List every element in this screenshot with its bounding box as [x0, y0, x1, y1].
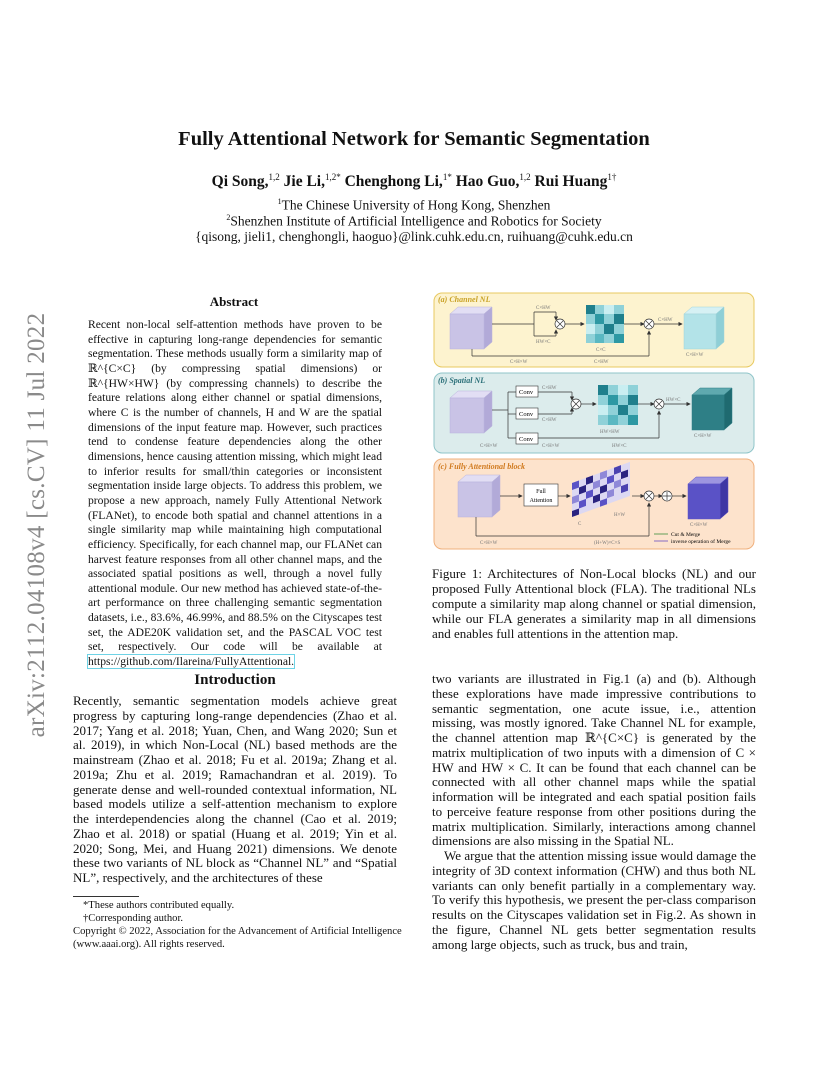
svg-text:C×H×W: C×H×W — [480, 444, 498, 449]
footnote-rule — [73, 896, 139, 897]
svg-text:C×H×W: C×H×W — [690, 523, 708, 528]
input-cube — [458, 482, 492, 517]
channel-attention-map — [586, 305, 624, 343]
svg-text:Cut & Merge: Cut & Merge — [671, 532, 701, 538]
intro-paragraph-left: Recently, semantic segmentation models achieve great progress by capturing long-range dependencies (Zhao et al. 2017; Yang et al. 2018; Yuan, Chen, and Wang 2020; Sun et al. 2019), in which Non-Local (NL) based methods are the mainstream (Zhao et al. 2018; Fu et al. 2019a; Zhang et al. 2019a; Zhu et al. 2019; Ramachandran et al. 2019). To generate dense and well-rounded contextual information, NL based models utilize a self-attention mechanism to explore the interdependencies along the channel (Cao et al. 2019; Zhao et al. 2018) or spatial (Huang et al. 2019; Yin et al. 2020; Song, Mei, and Huang 2021) dimensions. We denote these two variants of NL block as “Channel NL” and “Spatial NL”, respectively, and the architectures of these — [73, 693, 397, 885]
svg-text:H×W: H×W — [614, 513, 626, 518]
add-icon — [662, 491, 672, 501]
multiply-icon — [571, 399, 581, 409]
panel-fully-attentional — [434, 459, 754, 549]
panel-spatial-nl — [434, 373, 754, 453]
architecture-diagram — [432, 292, 756, 552]
intro-right-column — [432, 672, 756, 952]
code-link[interactable]: https://github.com/Ilareina/FullyAttentional. — [88, 655, 295, 669]
figure-1 — [432, 292, 756, 552]
multiply-icon — [654, 399, 664, 409]
output-cube — [692, 395, 724, 430]
author: Qi Song,$^{1,2}$ — [211, 172, 280, 191]
svg-text:(H+W)×C×S: (H+W)×C×S — [594, 541, 621, 546]
svg-text:C×H×W: C×H×W — [694, 434, 712, 439]
svg-text:C: C — [578, 522, 582, 527]
svg-text:Conv: Conv — [519, 411, 534, 418]
svg-text:C×HW: C×HW — [542, 418, 557, 423]
panel-channel-nl — [434, 293, 754, 367]
spatial-attention-map — [598, 385, 638, 425]
svg-text:Attention: Attention — [529, 498, 553, 504]
output-cube — [688, 484, 720, 519]
svg-text:C×H×W: C×H×W — [686, 353, 704, 358]
abstract-body — [88, 318, 382, 670]
svg-text:Conv: Conv — [519, 389, 534, 396]
section-heading-introduction: Introduction — [194, 672, 276, 688]
author: Chenghong Li,$^{1*}$ — [344, 172, 452, 191]
figure-1-caption: Figure 1: Architectures of Non-Local blocks (NL) and our proposed Fully Attentional block (FLA). The traditional NLs compute a similarity map along channel or spatial dimension, while our FLA generates a similarity map in all dimensions and enables full attentions in the attention map. — [432, 566, 756, 641]
abstract-heading: Abstract — [209, 294, 259, 309]
author: Rui Huang$^{1\dagger}$ — [534, 172, 617, 191]
intro-paragraph: We argue that the attention missing issue would damage the integrity of 3D context information (CHW) and thus both NL variants can only benefit partially in a complementary way. To verify this hypothesis, we present the per-class comparison results on the Cityscapes validation set in Fig.2. As shown in the figure, Channel NL gets better segmentation results among large objects, such as truck, bus and train, — [432, 848, 756, 952]
svg-text:HW×C: HW×C — [666, 398, 681, 403]
svg-text:HW×HW: HW×HW — [600, 430, 620, 435]
multiply-icon — [644, 491, 654, 501]
footnotes — [73, 899, 403, 951]
arxiv-id: arXiv:2112.04108v4 [cs.CV] 11 Jul 2022 — [23, 312, 50, 738]
footnote: *These authors contributed equally. — [83, 900, 235, 911]
svg-text:inverse operation of Merge: inverse operation of Merge — [671, 539, 731, 545]
affiliation: $^1$The Chinese University of Hong Kong, Shenzhen — [277, 197, 551, 213]
author: Hao Guo,$^{1,2}$ — [455, 172, 531, 191]
intro-paragraph: two variants are illustrated in Fig.1 (a) and (b). Although these explorations have made impressive contributions to semantic segmentation, one acute issue, i.e., attention missing, was mostly ignored. Take Channel NL for example, the channel attention map ℝ^{C×C} is generated by the matrix multiplication of two inputs with a dimension of C × HW and HW × C. It can be found that each channel can be connected with all other channel maps while the spatial information will be integrated and each spatial position fails to perceive feature response from other positions during the matrix multiplication. Similarly, interactions among channel dimensions are also missing in the Spatial NL. — [432, 671, 756, 849]
panel-label: (a) Channel NL — [438, 295, 491, 304]
svg-text:HW×C: HW×C — [612, 444, 627, 449]
svg-text:C×C: C×C — [596, 348, 606, 353]
svg-text:HW×C: HW×C — [536, 340, 551, 345]
panel-label: (c) Fully Attentional block — [438, 462, 526, 471]
svg-text:C×HW: C×HW — [536, 306, 551, 311]
panel-label: (b) Spatial NL — [438, 376, 486, 385]
footnote: †Corresponding author. — [83, 913, 184, 924]
svg-text:C×H×W: C×H×W — [542, 444, 560, 449]
arxiv-stamp — [20, 290, 54, 760]
author-list — [0, 172, 828, 191]
multiply-icon — [644, 319, 654, 329]
copyright-notice: Copyright © 2022, Association for the Advancement of Artificial Intelligence (www.aaai.org). All rights reserved. — [73, 926, 402, 950]
svg-text:C×HW: C×HW — [658, 318, 673, 323]
output-cube — [684, 314, 716, 349]
input-cube — [450, 398, 484, 433]
paper-title: Fully Attentional Network for Semantic Segmentation — [178, 128, 650, 150]
svg-text:C×H×W: C×H×W — [480, 541, 498, 546]
author-emails: {qisong, jieli1, chenghongli, haoguo}@link.cuhk.edu.cn, ruihuang@cuhk.edu.cn — [195, 229, 633, 244]
abstract-text: Recent non-local self-attention methods have proven to be effective in capturing long-range dependencies for semantic segmentation. These methods usually form a similarity map of ℝ^{C×C} (by compressing spatial dimensions) or ℝ^{HW×HW} (by compressing channels) to describe the feature relations along either channel or spatial dimensions, where C is the number of channels, H and W are the spatial dimensions of the input feature map. However, such practices tend to condense feature dependencies along the other dimensions, hence causing attention missing, which might lead to inferior results for small/thin categories or inconsistent segmentation inside large objects. To address this problem, we propose a new approach, namely Fully Attentional Network (FLANet), to encode both spatial and channel attentions in a single similarity map while maintaining high computational efficiency. Specifically, for each channel map, our FLANet can harvest feature responses from all other channel maps, and the associated spatial positions as well, through a novel fully attentional module. Our new method has achieved state-of-the-art performance on three challenging semantic segmentation datasets, i.e., 83.6%, 46.99%, and 88.5% on the Cityscapes test set, the ADE20K validation set, and the PASCAL VOC test set, respectively. Our code will be available at — [88, 318, 382, 654]
svg-text:Conv: Conv — [519, 436, 534, 443]
svg-text:C×HW: C×HW — [542, 386, 557, 391]
affiliation: $^2$Shenzhen Institute of Artificial Intelligence and Robotics for Society — [226, 213, 602, 229]
input-cube — [450, 314, 484, 349]
svg-text:C×HW: C×HW — [594, 360, 609, 365]
svg-text:C×H×W: C×H×W — [510, 360, 528, 365]
svg-text:Full: Full — [536, 489, 546, 495]
multiply-icon — [555, 319, 565, 329]
author: Jie Li,$^{1,2*}$ — [283, 172, 341, 191]
